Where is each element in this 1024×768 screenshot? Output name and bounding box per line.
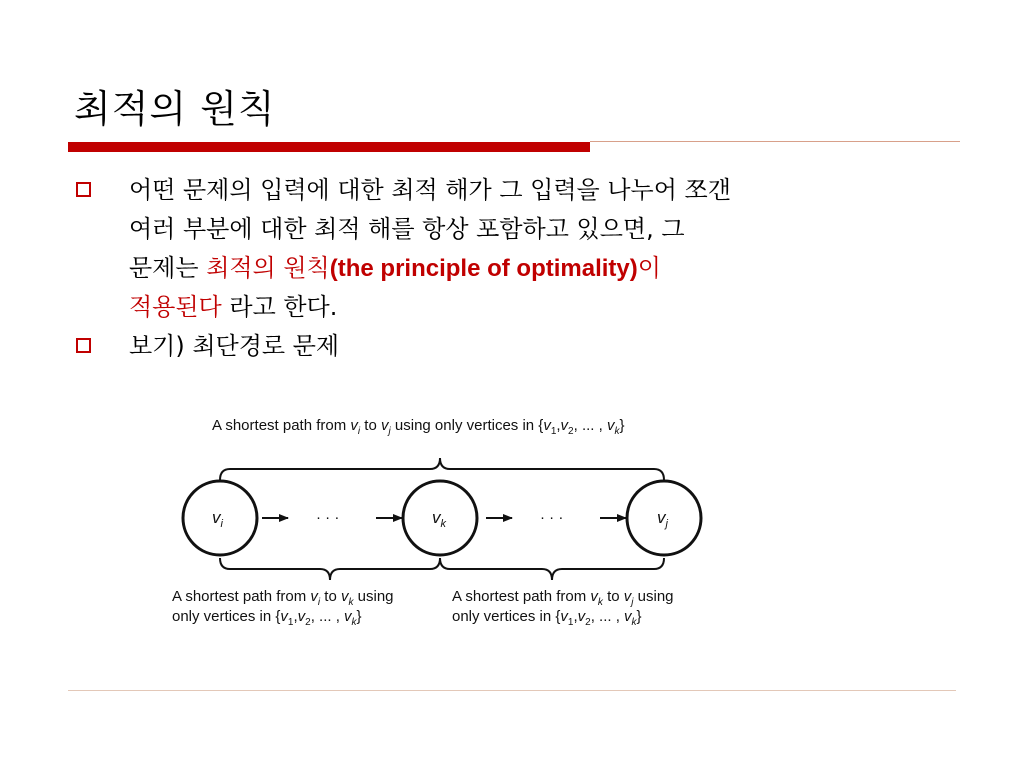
bottom-brace-left	[220, 558, 440, 580]
applied-term: 적용된다	[129, 293, 222, 321]
bullet1-line4	[129, 288, 929, 327]
diagram-bottom-left-line1: A shortest path from $v_i$ to $v_k$ using	[172, 588, 394, 608]
title-underline-bar	[68, 142, 590, 152]
node-vi-label: $v_i$	[212, 508, 223, 530]
bullet1-line3	[129, 249, 929, 288]
top-brace	[220, 458, 664, 480]
footer-rule	[68, 690, 956, 691]
dots-right: · · ·	[540, 509, 564, 526]
diagram-bottom-right-line1: A shortest path from $v_k$ to $v_j$ using	[452, 588, 674, 608]
bullet-example-text: 보기) 최단경로 문제	[129, 332, 340, 360]
shortest-path-diagram	[168, 400, 728, 640]
bottom-brace-right	[440, 558, 664, 580]
diagram-top-label: A shortest path from $v_i$ to $v_j$ using only vertices in {$v_1,v_2$, ... , $v_k$}	[212, 417, 625, 437]
node-vk-label: $v_k$	[432, 508, 446, 530]
principle-term-english: (the principle of optimality)	[329, 255, 638, 282]
bullet1-line1: 어떤 문제의 입력에 대한 최적 해가 그 입력을 나누어 쪼갠	[129, 176, 731, 204]
bullet1-line3-suffix: 이	[637, 254, 661, 282]
bullet-principle-text	[129, 171, 929, 327]
bullet1-line3-prefix: 문제는	[129, 254, 207, 282]
page-title: 최적의 원칙	[74, 87, 276, 131]
title-underline-thin	[590, 141, 960, 142]
diagram-bottom-right-line2: only vertices in {$v_1,v_2$, ... , $v_k$}	[452, 608, 642, 628]
dots-left: · · ·	[316, 509, 340, 526]
node-vj-label: $v_j$	[657, 508, 668, 530]
bullet1-line2: 여러 부분에 대한 최적 해를 항상 포함하고 있으면, 그	[129, 215, 685, 243]
bullet-square-icon	[76, 338, 91, 353]
bullet-square-icon	[76, 182, 91, 197]
diagram-bottom-left-line2: only vertices in {$v_1,v_2$, ... , $v_k$}	[172, 608, 362, 628]
principle-term-korean: 최적의 원칙	[206, 254, 330, 282]
bullet1-line4-rest: 라고 한다.	[221, 293, 338, 321]
